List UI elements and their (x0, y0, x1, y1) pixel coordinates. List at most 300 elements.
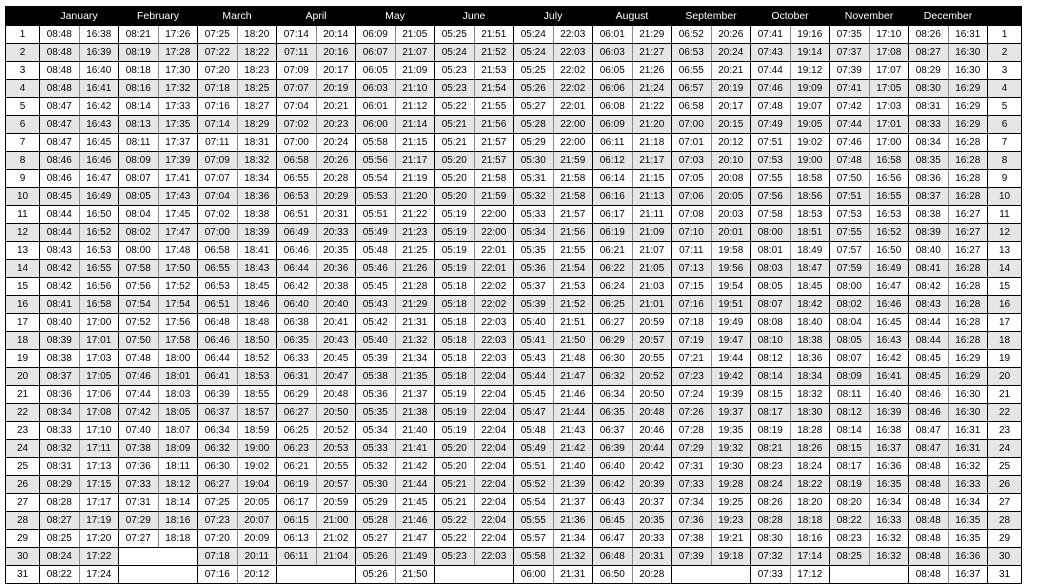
sunset-time: 18:25 (237, 80, 277, 98)
sunset-time: 16:28 (948, 170, 988, 188)
sunset-time: 17:06 (79, 386, 119, 404)
sunset-time: 16:29 (948, 350, 988, 368)
sunset-time: 21:53 (553, 278, 593, 296)
sunrise-time: 05:21 (435, 116, 475, 134)
sunset-time: 18:16 (790, 530, 830, 548)
sunrise-time: 05:47 (514, 404, 554, 422)
sunset-time: 20:52 (632, 368, 672, 386)
sunrise-time: 08:48 (909, 530, 949, 548)
sunrise-time: 05:45 (514, 386, 554, 404)
sunset-time: 20:47 (316, 368, 356, 386)
month-header-june: June (435, 7, 514, 26)
sunrise-time: 08:45 (909, 368, 949, 386)
month-header-february: February (119, 7, 198, 26)
sunrise-time: 06:58 (198, 242, 238, 260)
sunset-time: 18:55 (237, 386, 277, 404)
sunset-time: 21:15 (632, 170, 672, 188)
sunset-time: 21:17 (632, 152, 672, 170)
sunrise-time: 07:58 (119, 260, 159, 278)
sunset-time: 16:31 (948, 422, 988, 440)
sunrise-time: 06:30 (593, 350, 633, 368)
day-number-right: 23 (988, 422, 1022, 440)
sunrise-time: 07:04 (277, 98, 317, 116)
sunrise-time: 05:24 (435, 44, 475, 62)
sunrise-time: 08:47 (40, 98, 80, 116)
sunset-time: 17:10 (79, 422, 119, 440)
sunrise-time: 08:41 (40, 296, 80, 314)
sunset-time: 20:57 (632, 332, 672, 350)
sunrise-time: 06:17 (277, 494, 317, 512)
sunrise-time: 06:09 (356, 26, 396, 44)
sunrise-time: 07:01 (672, 134, 712, 152)
sunrise-time: 08:02 (830, 296, 870, 314)
sunset-time: 19:35 (711, 422, 751, 440)
sunset-time: 20:05 (711, 188, 751, 206)
sunrise-time: 05:54 (514, 494, 554, 512)
sunset-time: 21:07 (632, 242, 672, 260)
sunrise-time: 07:48 (751, 98, 791, 116)
sunrise-time: 08:08 (751, 314, 791, 332)
sunrise-time: 08:48 (40, 26, 80, 44)
sunrise-time: 08:05 (830, 332, 870, 350)
sunset-time: 19:04 (237, 476, 277, 494)
sunrise-time: 08:23 (830, 530, 870, 548)
sunset-time: 19:39 (711, 386, 751, 404)
sunrise-time: 05:21 (435, 476, 475, 494)
sunrise-time: 06:58 (672, 98, 712, 116)
sunrise-time: 05:32 (514, 188, 554, 206)
sunrise-time: 05:27 (514, 98, 554, 116)
sunrise-time: 05:26 (356, 566, 396, 584)
sunset-time: 20:41 (316, 314, 356, 332)
sunset-time: 21:50 (395, 566, 435, 584)
sunrise-time: 07:46 (830, 134, 870, 152)
sunrise-time: 07:27 (119, 530, 159, 548)
sunrise-time: 08:48 (40, 44, 80, 62)
sunrise-time: 07:58 (751, 206, 791, 224)
sunrise-time: 08:13 (119, 116, 159, 134)
sunrise-time: 08:36 (40, 386, 80, 404)
sunset-time: 18:18 (790, 512, 830, 530)
sunset-time: 21:40 (395, 422, 435, 440)
sunset-time: 17:07 (869, 62, 909, 80)
sunrise-time: 05:40 (356, 332, 396, 350)
sunrise-time: 07:42 (830, 98, 870, 116)
day-number: 25 (6, 458, 40, 476)
sunrise-time: 06:40 (277, 296, 317, 314)
sunrise-time: 05:38 (356, 368, 396, 386)
day-number: 12 (6, 224, 40, 242)
sunset-time: 18:34 (237, 170, 277, 188)
table-row (6, 548, 1022, 566)
day-number-right: 29 (988, 530, 1022, 548)
sunset-time: 21:20 (632, 116, 672, 134)
month-header-december: December (909, 7, 988, 26)
sunrise-time: 07:31 (119, 494, 159, 512)
sunset-time: 21:55 (553, 242, 593, 260)
sunset-time: 20:15 (711, 116, 751, 134)
sunset-time: 16:50 (869, 242, 909, 260)
sunrise-time: 06:03 (593, 44, 633, 62)
sunset-time: 19:02 (237, 458, 277, 476)
sunset-time: 18:12 (158, 476, 198, 494)
day-number-right: 31 (988, 566, 1022, 584)
sunrise-time: 07:07 (198, 170, 238, 188)
sunset-time: 16:49 (79, 188, 119, 206)
sunrise-time: 06:29 (277, 386, 317, 404)
sunset-time: 16:30 (948, 62, 988, 80)
sunset-time: 22:04 (474, 440, 514, 458)
sunrise-time: 07:51 (751, 134, 791, 152)
sunset-time: 21:47 (553, 368, 593, 386)
sunset-time: 20:55 (632, 350, 672, 368)
sunrise-time: 06:06 (593, 80, 633, 98)
sunset-time: 20:28 (316, 170, 356, 188)
sunset-time: 17:35 (158, 116, 198, 134)
day-number: 8 (6, 152, 40, 170)
sunrise-time: 06:12 (593, 152, 633, 170)
day-number-right: 15 (988, 278, 1022, 296)
sunrise-time: 06:40 (593, 458, 633, 476)
sunset-time: 20:21 (711, 62, 751, 80)
empty-cell (277, 566, 356, 584)
sunrise-time: 07:49 (751, 116, 791, 134)
sunrise-time: 07:05 (672, 170, 712, 188)
sunset-time: 22:04 (474, 494, 514, 512)
sunset-time: 22:04 (474, 404, 514, 422)
sunset-time: 18:18 (158, 530, 198, 548)
day-number: 6 (6, 116, 40, 134)
sunset-time: 22:00 (553, 134, 593, 152)
sunset-time: 16:35 (948, 530, 988, 548)
sunrise-time: 08:16 (119, 80, 159, 98)
sunset-time: 17:12 (790, 566, 830, 584)
sunrise-time: 08:31 (909, 98, 949, 116)
table-row (6, 332, 1022, 350)
sunset-time: 21:46 (395, 512, 435, 530)
sunset-time: 16:56 (79, 278, 119, 296)
sunset-time: 21:09 (632, 224, 672, 242)
empty-cell (119, 548, 198, 566)
sunset-time: 17:32 (158, 80, 198, 98)
sunset-time: 18:47 (790, 260, 830, 278)
sunrise-time: 06:08 (593, 98, 633, 116)
sunset-time: 21:27 (632, 44, 672, 62)
day-number: 14 (6, 260, 40, 278)
sunset-time: 16:47 (79, 170, 119, 188)
sunset-time: 21:01 (632, 296, 672, 314)
sunset-time: 18:40 (790, 314, 830, 332)
sunrise-time: 06:21 (277, 458, 317, 476)
sunset-time: 16:36 (869, 458, 909, 476)
sunset-time: 22:02 (474, 296, 514, 314)
sunrise-time: 08:46 (40, 170, 80, 188)
day-number-right: 18 (988, 332, 1022, 350)
sunrise-time: 06:44 (277, 260, 317, 278)
sunset-time: 16:32 (869, 530, 909, 548)
sunset-time: 20:24 (711, 44, 751, 62)
sunrise-time: 07:11 (277, 44, 317, 62)
table-row (6, 350, 1022, 368)
day-number-right: 20 (988, 368, 1022, 386)
day-number: 18 (6, 332, 40, 350)
sunrise-time: 08:48 (40, 80, 80, 98)
sunrise-time: 05:34 (356, 422, 396, 440)
sunset-time: 20:57 (316, 476, 356, 494)
sunrise-time: 07:32 (751, 548, 791, 566)
sunset-time: 22:01 (474, 260, 514, 278)
sunset-time: 18:29 (237, 116, 277, 134)
sunset-time: 20:36 (316, 260, 356, 278)
sunset-time: 21:48 (553, 350, 593, 368)
sunrise-time: 06:34 (198, 422, 238, 440)
sunrise-time: 06:35 (593, 404, 633, 422)
sunrise-time: 08:39 (909, 224, 949, 242)
sunrise-time: 06:14 (593, 170, 633, 188)
sunset-time: 16:36 (948, 548, 988, 566)
sunrise-time: 06:13 (277, 530, 317, 548)
empty-cell (435, 566, 514, 584)
sunset-time: 21:22 (632, 98, 672, 116)
sunset-time: 18:36 (237, 188, 277, 206)
table-row (6, 170, 1022, 188)
sunrise-time: 05:28 (514, 116, 554, 134)
sunset-time: 21:11 (632, 206, 672, 224)
sunrise-time: 05:21 (435, 494, 475, 512)
day-number: 15 (6, 278, 40, 296)
sunset-time: 16:39 (79, 44, 119, 62)
sunrise-time: 07:57 (830, 242, 870, 260)
sunset-time: 18:09 (158, 440, 198, 458)
sunrise-time: 05:58 (514, 548, 554, 566)
sunset-time: 18:43 (237, 260, 277, 278)
sunrise-time: 08:12 (830, 404, 870, 422)
sunset-time: 22:02 (553, 80, 593, 98)
sunrise-time: 08:00 (119, 242, 159, 260)
sunrise-time: 08:17 (751, 404, 791, 422)
sunrise-time: 07:25 (198, 26, 238, 44)
sunrise-time: 06:31 (277, 368, 317, 386)
table-row (6, 278, 1022, 296)
sunset-time: 22:04 (474, 512, 514, 530)
empty-cell (119, 566, 198, 584)
sunrise-time: 07:48 (119, 350, 159, 368)
sunrise-time: 07:00 (672, 116, 712, 134)
sunrise-time: 08:19 (751, 422, 791, 440)
sunrise-time: 06:11 (277, 548, 317, 566)
sunrise-time: 06:23 (277, 440, 317, 458)
sunrise-time: 07:22 (198, 44, 238, 62)
sunset-time: 21:25 (395, 242, 435, 260)
sunset-time: 18:39 (237, 224, 277, 242)
sunset-time: 16:56 (869, 170, 909, 188)
day-number: 28 (6, 512, 40, 530)
sunset-time: 20:59 (316, 494, 356, 512)
sunset-time: 21:28 (395, 278, 435, 296)
sunset-time: 19:30 (711, 458, 751, 476)
sunset-time: 22:00 (553, 116, 593, 134)
sunrise-time: 08:20 (830, 494, 870, 512)
sunset-time: 21:31 (553, 566, 593, 584)
sunset-time: 20:12 (237, 566, 277, 584)
sunset-time: 17:14 (790, 548, 830, 566)
sunrise-time: 07:56 (751, 188, 791, 206)
day-number-right: 4 (988, 80, 1022, 98)
sunset-time: 19:51 (711, 296, 751, 314)
sunrise-time: 06:53 (672, 44, 712, 62)
sunset-time: 19:56 (711, 260, 751, 278)
day-number-right: 12 (988, 224, 1022, 242)
sunset-time: 16:41 (869, 368, 909, 386)
sunrise-time: 08:07 (751, 296, 791, 314)
sunset-time: 19:18 (711, 548, 751, 566)
sunset-time: 17:08 (79, 404, 119, 422)
table-row (6, 494, 1022, 512)
sunset-time: 18:49 (790, 242, 830, 260)
sunrise-time: 07:18 (672, 314, 712, 332)
sunrise-time: 08:05 (751, 278, 791, 296)
sunset-time: 16:30 (948, 44, 988, 62)
sunrise-time: 06:05 (356, 62, 396, 80)
sunrise-time: 06:55 (198, 260, 238, 278)
sunset-time: 18:50 (237, 332, 277, 350)
month-header-july: July (514, 7, 593, 26)
sunrise-time: 08:43 (909, 296, 949, 314)
sunset-time: 18:45 (790, 278, 830, 296)
sunrise-time: 05:31 (514, 170, 554, 188)
sunrise-time: 06:32 (198, 440, 238, 458)
sunrise-time: 08:38 (909, 206, 949, 224)
sunrise-time: 06:19 (593, 224, 633, 242)
sunset-time: 21:41 (395, 440, 435, 458)
sunset-time: 20:08 (711, 170, 751, 188)
sunset-time: 20:10 (711, 152, 751, 170)
sunrise-time: 06:41 (198, 368, 238, 386)
sunset-time: 16:28 (948, 296, 988, 314)
sunset-time: 20:31 (316, 206, 356, 224)
table-row (6, 44, 1022, 62)
sunrise-time: 08:03 (751, 260, 791, 278)
table-row (6, 116, 1022, 134)
sunrise-time: 08:14 (119, 98, 159, 116)
sunrise-time: 05:43 (356, 296, 396, 314)
sunset-time: 16:37 (869, 440, 909, 458)
sunset-time: 20:19 (711, 80, 751, 98)
sunrise-time: 07:29 (672, 440, 712, 458)
sunrise-time: 05:35 (514, 242, 554, 260)
sunrise-time: 07:43 (751, 44, 791, 62)
sunset-time: 18:22 (790, 476, 830, 494)
sunrise-time: 08:45 (40, 188, 80, 206)
sunset-time: 21:59 (553, 152, 593, 170)
sunrise-time: 08:28 (40, 494, 80, 512)
table-row (6, 134, 1022, 152)
sunset-time: 16:40 (869, 386, 909, 404)
sunrise-time: 08:41 (909, 260, 949, 278)
day-number-right: 17 (988, 314, 1022, 332)
month-header-row (6, 7, 1022, 26)
sunrise-time: 07:16 (198, 98, 238, 116)
sunrise-time: 08:47 (909, 440, 949, 458)
day-number: 17 (6, 314, 40, 332)
sunset-time: 16:32 (948, 458, 988, 476)
day-number: 20 (6, 368, 40, 386)
sunset-time: 18:14 (158, 494, 198, 512)
sunset-time: 17:01 (79, 332, 119, 350)
sunset-time: 17:24 (79, 566, 119, 584)
sunset-time: 18:11 (158, 458, 198, 476)
sunrise-time: 08:00 (751, 224, 791, 242)
sunrise-time: 07:33 (672, 476, 712, 494)
sunrise-time: 07:33 (119, 476, 159, 494)
sunset-time: 20:52 (316, 422, 356, 440)
sunset-time: 20:11 (237, 548, 277, 566)
sunset-time: 16:49 (869, 260, 909, 278)
sunset-time: 21:24 (632, 80, 672, 98)
sunrise-time: 06:42 (593, 476, 633, 494)
sunset-time: 21:52 (474, 44, 514, 62)
sunset-time: 20:43 (316, 332, 356, 350)
sunset-time: 19:49 (711, 314, 751, 332)
sunrise-time: 07:18 (198, 548, 238, 566)
sunrise-time: 08:48 (909, 458, 949, 476)
sunset-time: 20:45 (316, 350, 356, 368)
table-row (6, 26, 1022, 44)
sunset-time: 20:38 (316, 278, 356, 296)
sunset-time: 21:34 (553, 530, 593, 548)
sunrise-time: 05:19 (435, 260, 475, 278)
table-row (6, 440, 1022, 458)
day-number-right: 8 (988, 152, 1022, 170)
sunrise-time: 07:13 (672, 260, 712, 278)
sunrise-time: 05:49 (514, 440, 554, 458)
sunset-time: 19:07 (790, 98, 830, 116)
sunrise-time: 05:35 (356, 404, 396, 422)
sunset-time: 21:34 (395, 350, 435, 368)
sunset-time: 17:08 (869, 44, 909, 62)
sunset-time: 21:57 (474, 152, 514, 170)
sunrise-time: 05:27 (356, 530, 396, 548)
sunset-time: 21:46 (553, 386, 593, 404)
header-corner-left (6, 7, 40, 26)
sunset-time: 20:39 (632, 476, 672, 494)
sunset-time: 20:37 (632, 494, 672, 512)
sunrise-time: 06:48 (593, 548, 633, 566)
day-number-right: 19 (988, 350, 1022, 368)
sunset-time: 18:27 (237, 98, 277, 116)
sunrise-time: 05:44 (514, 368, 554, 386)
sunrise-time: 07:38 (119, 440, 159, 458)
sunset-time: 20:21 (316, 98, 356, 116)
sunrise-time: 05:45 (356, 278, 396, 296)
sunset-time: 18:34 (790, 368, 830, 386)
sunset-time: 18:23 (237, 62, 277, 80)
sunset-time: 18:41 (237, 242, 277, 260)
sunset-time: 21:35 (395, 368, 435, 386)
sunrise-time: 08:11 (830, 386, 870, 404)
sunset-time: 22:00 (474, 206, 514, 224)
sunrise-time: 05:18 (435, 368, 475, 386)
sunrise-time: 05:23 (435, 548, 475, 566)
sunset-time: 21:42 (553, 440, 593, 458)
sunset-time: 17:37 (158, 134, 198, 152)
sunset-time: 20:50 (632, 386, 672, 404)
sunrise-time: 05:43 (514, 350, 554, 368)
sunrise-time: 06:19 (277, 476, 317, 494)
sunset-time: 21:45 (395, 494, 435, 512)
sunset-time: 21:07 (395, 44, 435, 62)
sunrise-time: 05:19 (435, 206, 475, 224)
